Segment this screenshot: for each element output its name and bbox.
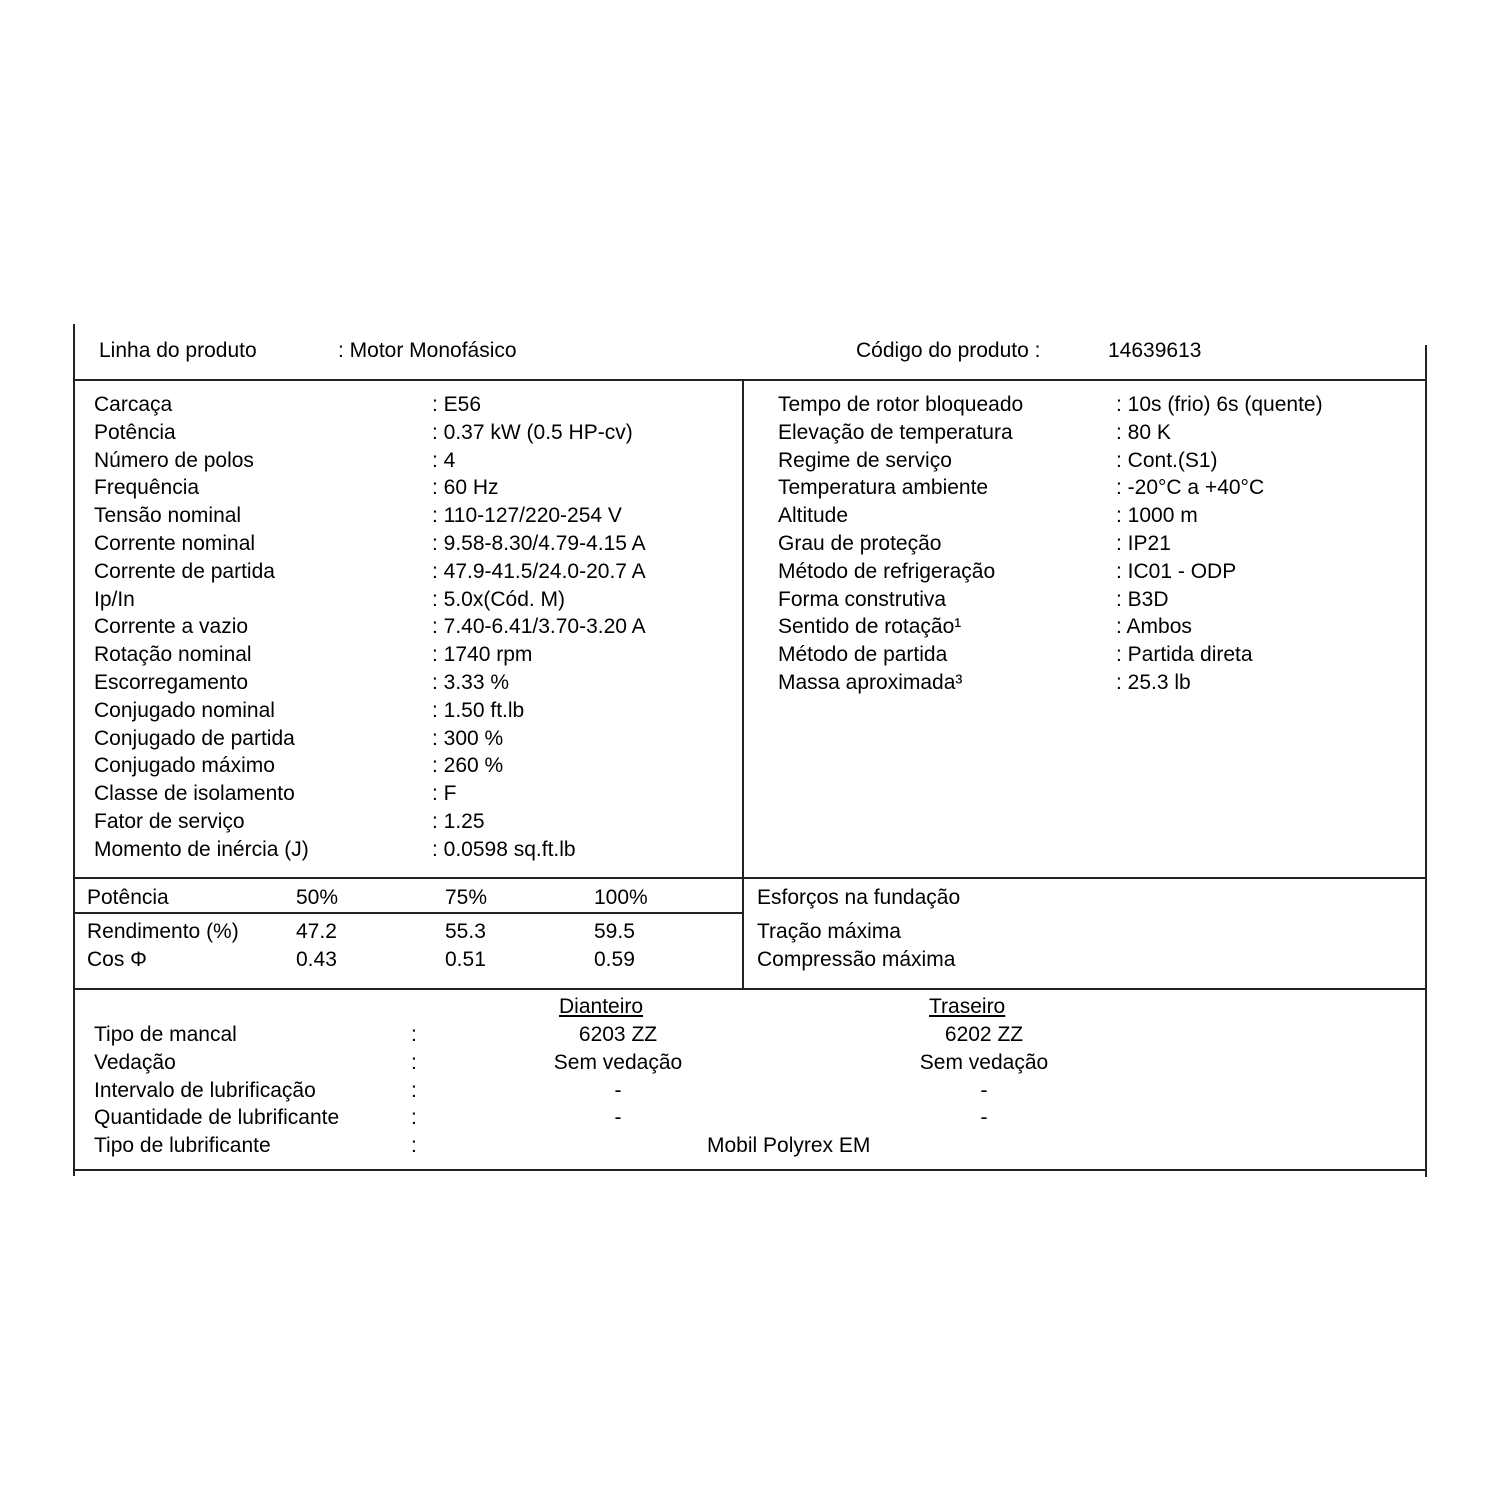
spec-value: : IC01 - ODP (1116, 559, 1237, 583)
spec-label: Classe de isolamento (94, 782, 295, 806)
spec-label: Elevação de temperatura (778, 420, 1013, 444)
spec-label: Frequência (94, 476, 200, 500)
frame-left-border (73, 324, 75, 1176)
bearings-divider (73, 988, 1427, 990)
spec-label: Conjugado de partida (94, 726, 295, 750)
spec-value: : 300 % (432, 726, 504, 750)
performance-header-50: 50% (296, 886, 339, 909)
spec-value: : 3.33 % (432, 670, 510, 694)
bearing-row-colon: : (411, 1078, 417, 1102)
bearing-front-header: Dianteiro (559, 995, 644, 1018)
spec-label: Escorregamento (94, 670, 249, 694)
bearing-row-colon: : (411, 1106, 417, 1130)
spec-label: Potência (94, 420, 176, 444)
bearing-rear-header: Traseiro (929, 995, 1006, 1018)
spec-value: : 0.37 kW (0.5 HP-cv) (432, 420, 633, 444)
spec-value: : 10s (frio) 6s (quente) (1116, 393, 1323, 416)
spec-value: : Partida direta (1116, 643, 1253, 667)
spec-value: : 80 K (1116, 420, 1171, 444)
product-line-value: : Motor Monofásico (338, 339, 517, 362)
spec-label: Ip/In (94, 587, 135, 611)
lubricant-type-label: Tipo de lubrificante (94, 1134, 271, 1157)
bearing-row-front: Sem vedação (553, 1050, 683, 1074)
performance-header-label: Potência (87, 886, 169, 909)
spec-value: : B3D (1116, 587, 1169, 611)
spec-value: : 1740 rpm (432, 643, 533, 667)
bearing-row-label: Tipo de mancal (94, 1023, 237, 1046)
power-factor-label: Cos Φ (87, 948, 147, 971)
spec-label: Regime de serviço (778, 448, 952, 472)
bearing-row-front: 6203 ZZ (578, 1023, 658, 1046)
spec-label: Conjugado máximo (94, 754, 275, 778)
center-divider-top (742, 379, 744, 990)
spec-label: Altitude (778, 504, 849, 528)
efficiency-label: Rendimento (%) (87, 920, 239, 943)
product-code-value: 14639613 (1108, 339, 1202, 362)
efficiency-100: 59.5 (594, 920, 635, 943)
spec-label: Carcaça (94, 393, 173, 416)
power-factor-50: 0.43 (296, 948, 337, 971)
performance-header-75: 75% (445, 886, 488, 909)
bearing-row-rear: - (980, 1106, 988, 1130)
spec-value: : -20°C a +40°C (1116, 476, 1265, 500)
lubricant-type-colon: : (411, 1134, 417, 1157)
spec-value: : 5.0x(Cód. M) (432, 587, 566, 611)
spec-value: : 4 (432, 448, 456, 472)
foundation-traction: Tração máxima (757, 920, 901, 943)
bearing-row-label: Quantidade de lubrificante (94, 1106, 340, 1130)
spec-label: Temperatura ambiente (778, 476, 989, 500)
product-code-label: Código do produto : (856, 339, 1041, 362)
power-factor-100: 0.59 (594, 948, 635, 971)
spec-label: Corrente de partida (94, 559, 275, 583)
spec-value: : 60 Hz (432, 476, 499, 500)
spec-label: Fator de serviço (94, 809, 245, 833)
product-line-label: Linha do produto (99, 339, 257, 362)
power-factor-75: 0.51 (445, 948, 486, 971)
spec-label: Grau de proteção (778, 531, 942, 555)
spec-value: : 1.50 ft.lb (432, 698, 525, 722)
spec-value: : 110-127/220-254 V (432, 504, 622, 528)
header-divider (73, 379, 1427, 381)
spec-value: : E56 (432, 393, 482, 416)
spec-label: Corrente nominal (94, 531, 256, 555)
spec-label: Sentido de rotação¹ (778, 615, 962, 639)
specs-divider (73, 877, 1427, 879)
spec-label: Rotação nominal (94, 643, 252, 667)
foundation-compression: Compressão máxima (757, 948, 956, 971)
bearing-row-colon: : (411, 1050, 417, 1074)
efficiency-75: 55.3 (445, 920, 486, 943)
spec-value: : F (432, 782, 457, 806)
spec-value: : 1000 m (1116, 504, 1198, 528)
bearing-row-label: Intervalo de lubrificação (94, 1078, 316, 1102)
spec-label: Tensão nominal (94, 504, 242, 528)
bearing-row-rear: Sem vedação (919, 1050, 1049, 1074)
lubricant-type-value: Mobil Polyrex EM (707, 1134, 871, 1157)
bearing-row-label: Vedação (94, 1050, 176, 1074)
spec-value: : 1.25 (432, 809, 485, 833)
spec-label: Corrente a vazio (94, 615, 249, 639)
frame-right-border (1425, 345, 1427, 1177)
performance-header-divider (73, 912, 743, 914)
spec-value: : 47.9-41.5/24.0-20.7 A (432, 559, 646, 583)
bottom-border (73, 1169, 1427, 1171)
spec-value: : IP21 (1116, 531, 1171, 555)
spec-value: : 260 % (432, 754, 504, 778)
spec-value: : Ambos (1116, 615, 1192, 639)
spec-label: Forma construtiva (778, 587, 947, 611)
bearing-row-rear: 6202 ZZ (944, 1023, 1024, 1046)
spec-label: Método de refrigeração (778, 559, 996, 583)
spec-label: Método de partida (778, 643, 948, 667)
bearing-row-front: - (614, 1078, 622, 1102)
efficiency-50: 47.2 (296, 920, 337, 943)
bearing-row-rear: - (980, 1078, 988, 1102)
spec-value: : Cont.(S1) (1116, 448, 1218, 472)
performance-header-100: 100% (594, 886, 648, 909)
spec-label: Massa aproximada³ (778, 670, 963, 694)
bearing-row-colon: : (411, 1023, 417, 1046)
spec-value: : 0.0598 sq.ft.lb (432, 837, 576, 861)
spec-label: Momento de inércia (J) (94, 837, 309, 861)
spec-label: Número de polos (94, 448, 254, 472)
spec-value: : 9.58-8.30/4.79-4.15 A (432, 531, 646, 555)
foundation-title: Esforços na fundação (757, 886, 961, 909)
spec-value: : 7.40-6.41/3.70-3.20 A (432, 615, 646, 639)
spec-label: Tempo de rotor bloqueado (778, 393, 1024, 416)
spec-value: : 25.3 lb (1116, 670, 1191, 694)
bearing-row-front: - (614, 1106, 622, 1130)
spec-label: Conjugado nominal (94, 698, 275, 722)
